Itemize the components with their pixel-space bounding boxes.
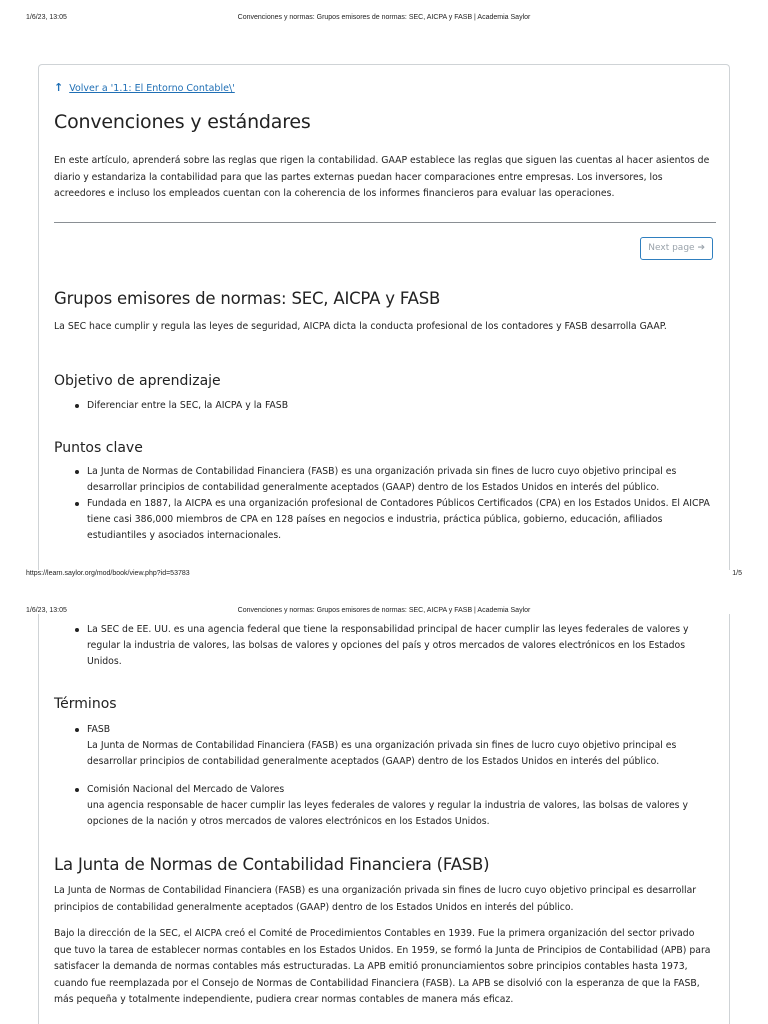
next-page-label: Next page [648,243,695,253]
list-item: Fundada en 1887, la AICPA es una organización profesional de Contadores Públicos Certificados (CPA) en los Estados Unidos. El AICPA tiene casi 386,000 miembros de CPA en 128 países en negocios e industria, práctica pública, gobierno, educación, afiliados estudiantiles y asociados internacionales. [54,496,714,544]
term-name: Comisión Nacional del Mercado de Valores [87,784,285,795]
section-heading: La Junta de Normas de Contabilidad Financiera (FASB) [54,855,490,874]
page-title: Convenciones y estándares [54,111,311,133]
print-page-number: 1/5 [732,570,742,577]
content-card [38,64,730,570]
terms-heading: Términos [54,696,117,712]
keypoints-heading: Puntos clave [54,440,143,456]
terms-list [54,722,714,842]
term-item [54,782,714,830]
intro-paragraph: En este artículo, aprenderá sobre las reglas que rigen la contabilidad. GAAP establece las reglas que siguen las cuentas al hacer asientos de diario y estandariza la contabilidad para que las partes externas puedan hacer comparaciones entre empresas. Los inversores, los acreedores e incluso los empleados cuentan con la coherencia de los informes financieros para evaluar las operaciones. [54,155,710,199]
objective-list [54,398,714,414]
print-date: 1/6/23, 13:05 [26,607,67,614]
body-paragraph: Bajo la dirección de la SEC, el AICPA creó el Comité de Procedimientos Contables en 1939. Fue la primera organización del sector privado que tuvo la tarea de establecer normas contables en los Estados Unidos. En 1959, se formó la Junta de Principios de Contabilidad (APB) para satisfacer la demanda de normas contables más estructuradas. La APB emitió pronunciamientos sobre principios contables hasta 1973, cuando fue reemplazada por el Consejo de Normas de Contabilidad Financiera (FASB). La APB se disolvió con la esperanza de que la FASB, más pequeña y totalmente independiente, pudiera crear normas contables de manera más eficaz. [54,928,711,1005]
list-item: Diferenciar entre la SEC, la AICPA y la FASB [54,398,714,414]
print-date: 1/6/23, 13:05 [26,14,67,21]
section-heading: Grupos emisores de normas: SEC, AICPA y FASB [54,289,441,308]
keypoints-list [54,464,714,544]
keypoints-list-continued [54,622,714,670]
objective-heading: Objetivo de aprendizaje [54,373,221,389]
term-item [54,722,714,770]
print-footer [0,570,768,582]
term-definition: una agencia responsable de hacer cumplir las leyes federales de valores y regular la industria de valores, las bolsas de valores y opciones de la nación y otros mercados de valores electrónicos en los Estados Unidos. [87,800,688,827]
term-definition: La Junta de Normas de Contabilidad Financiera (FASB) es una organización privada sin fines de lucro cuyo objetivo principal es desarrollar principios de contabilidad generalmente aceptados (GAAP) dentro de los Estados Unidos en interés del público. [87,740,677,767]
list-item: La SEC de EE. UU. es una agencia federal que tiene la responsabilidad principal de hacer cumplir las leyes federales de valores y regular la industria de valores, las bolsas de valores y opciones del país y otros mercados de valores electrónicos en los Estados Unidos. [54,622,714,670]
body-paragraph: La Junta de Normas de Contabilidad Financiera (FASB) es una organización privada sin fines de lucro cuyo objetivo principal es desarrollar principios de contabilidad generalmente aceptados (GAAP) dentro de los Estados Unidos en interés del público. [54,885,697,913]
back-link[interactable] [54,81,235,94]
print-url: https://learn.saylor.org/mod/book/view.php?id=53783 [26,570,190,577]
back-link-label: Volver a '1.1: El Entorno Contable\' [69,83,235,94]
content-card-continued [38,614,730,1024]
print-header [0,14,768,28]
print-doc-title: Convenciones y normas: Grupos emisores de normas: SEC, AICPA y FASB | Academia Saylor [237,14,531,21]
term-name: FASB [87,724,111,735]
arrow-up-icon: ↑ [54,81,64,94]
divider [54,222,716,223]
next-page-button[interactable] [640,237,713,260]
arrow-right-icon: ➔ [697,243,705,253]
list-item: La Junta de Normas de Contabilidad Financiera (FASB) es una organización privada sin fines de lucro cuyo objetivo principal es desarrollar principios de contabilidad generalmente aceptados (GAAP) dentro de los Estados Unidos en interés del público. [54,464,714,496]
print-doc-title: Convenciones y normas: Grupos emisores de normas: SEC, AICPA y FASB | Academia Saylor [237,607,531,614]
section-summary: La SEC hace cumplir y regula las leyes de seguridad, AICPA dicta la conducta profesional de los contadores y FASB desarrolla GAAP. [54,321,667,332]
